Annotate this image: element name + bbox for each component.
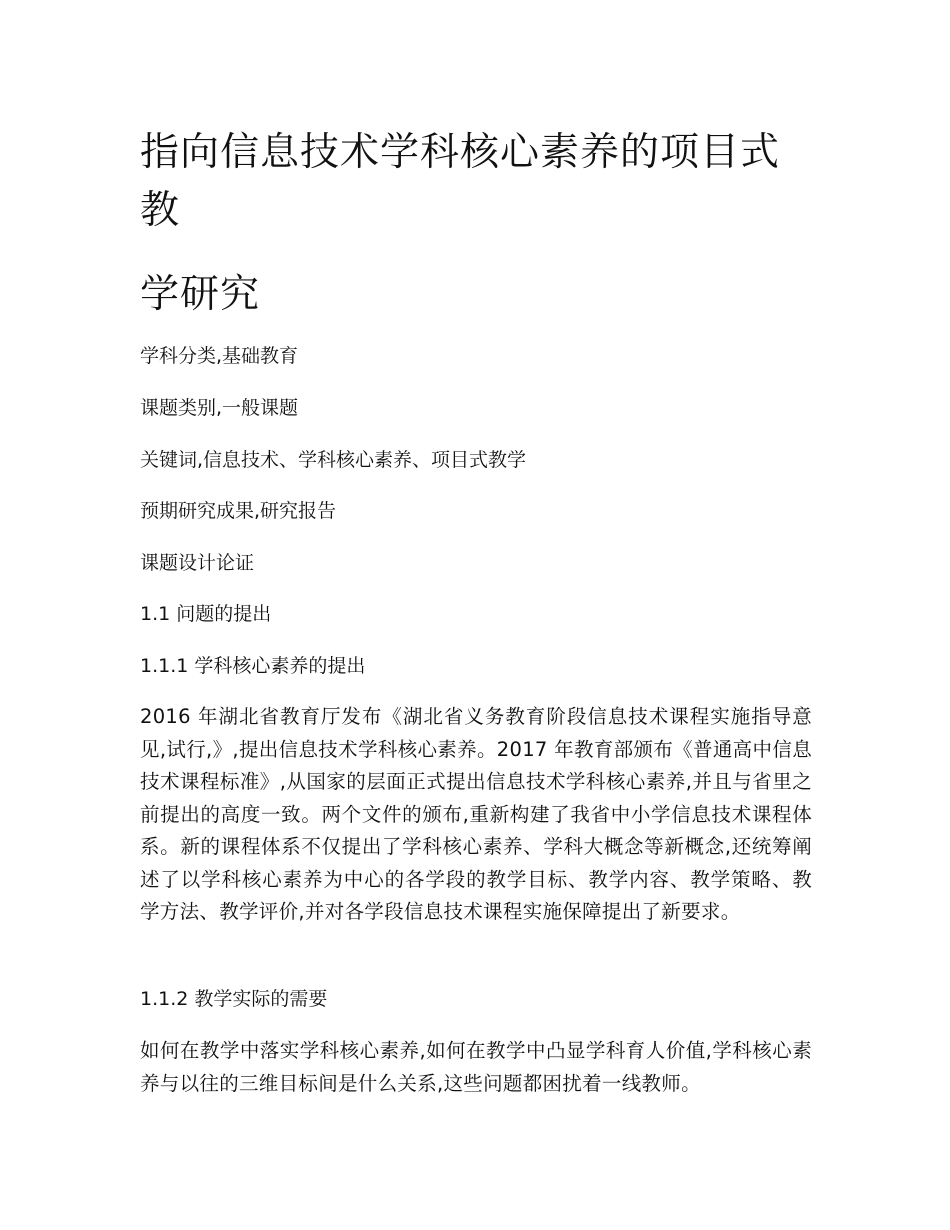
meta-keywords: 关键词,信息技术、学科核心素养、项目式教学 — [140, 449, 527, 471]
heading-1-1: 1.1 问题的提出 — [140, 603, 272, 625]
paragraph-1: 2016 年湖北省教育厅发布《湖北省义务教育阶段信息技术课程实施指导意见,试行,》,提出信息技术学科核心素养。2017 年教育部颁布《普通高中信息技术课程标准》,从国家的层面正式提出信息技术学科核心素养,并且与省里之前提出的高度一致。两个文件的颁布,重新构建了我省中小学信息技术课程体系。新的课程体系不仅提出了学科核心素养、学科大概念等新概念,还统筹阐述了以学科核心素养为中心的各学段的教学目标、教学内容、教学策略、教学方法、教学评价,并对各学段信息技术课程实施保障提出了新要求。 — [140, 705, 812, 923]
document-title: 指向信息技术学科核心素养的项目式教 — [140, 130, 781, 233]
meta-category: 课题类别,一般课题 — [140, 397, 299, 419]
meta-outcome: 预期研究成果,研究报告 — [140, 500, 337, 522]
document-title-continued: 学研究 — [140, 272, 261, 317]
heading-1-1-1: 1.1.1 学科核心素养的提出 — [140, 655, 366, 677]
paragraph-2: 如何在教学中落实学科核心素养,如何在教学中凸显学科育人价值,学科核心素养与以往的三维目标间是什么关系,这些问题都困扰着一线教师。 — [140, 1039, 812, 1095]
heading-1-1-2: 1.1.2 教学实际的需要 — [140, 988, 328, 1010]
section-title: 课题设计论证 — [140, 552, 255, 574]
meta-subject: 学科分类,基础教育 — [140, 345, 299, 367]
